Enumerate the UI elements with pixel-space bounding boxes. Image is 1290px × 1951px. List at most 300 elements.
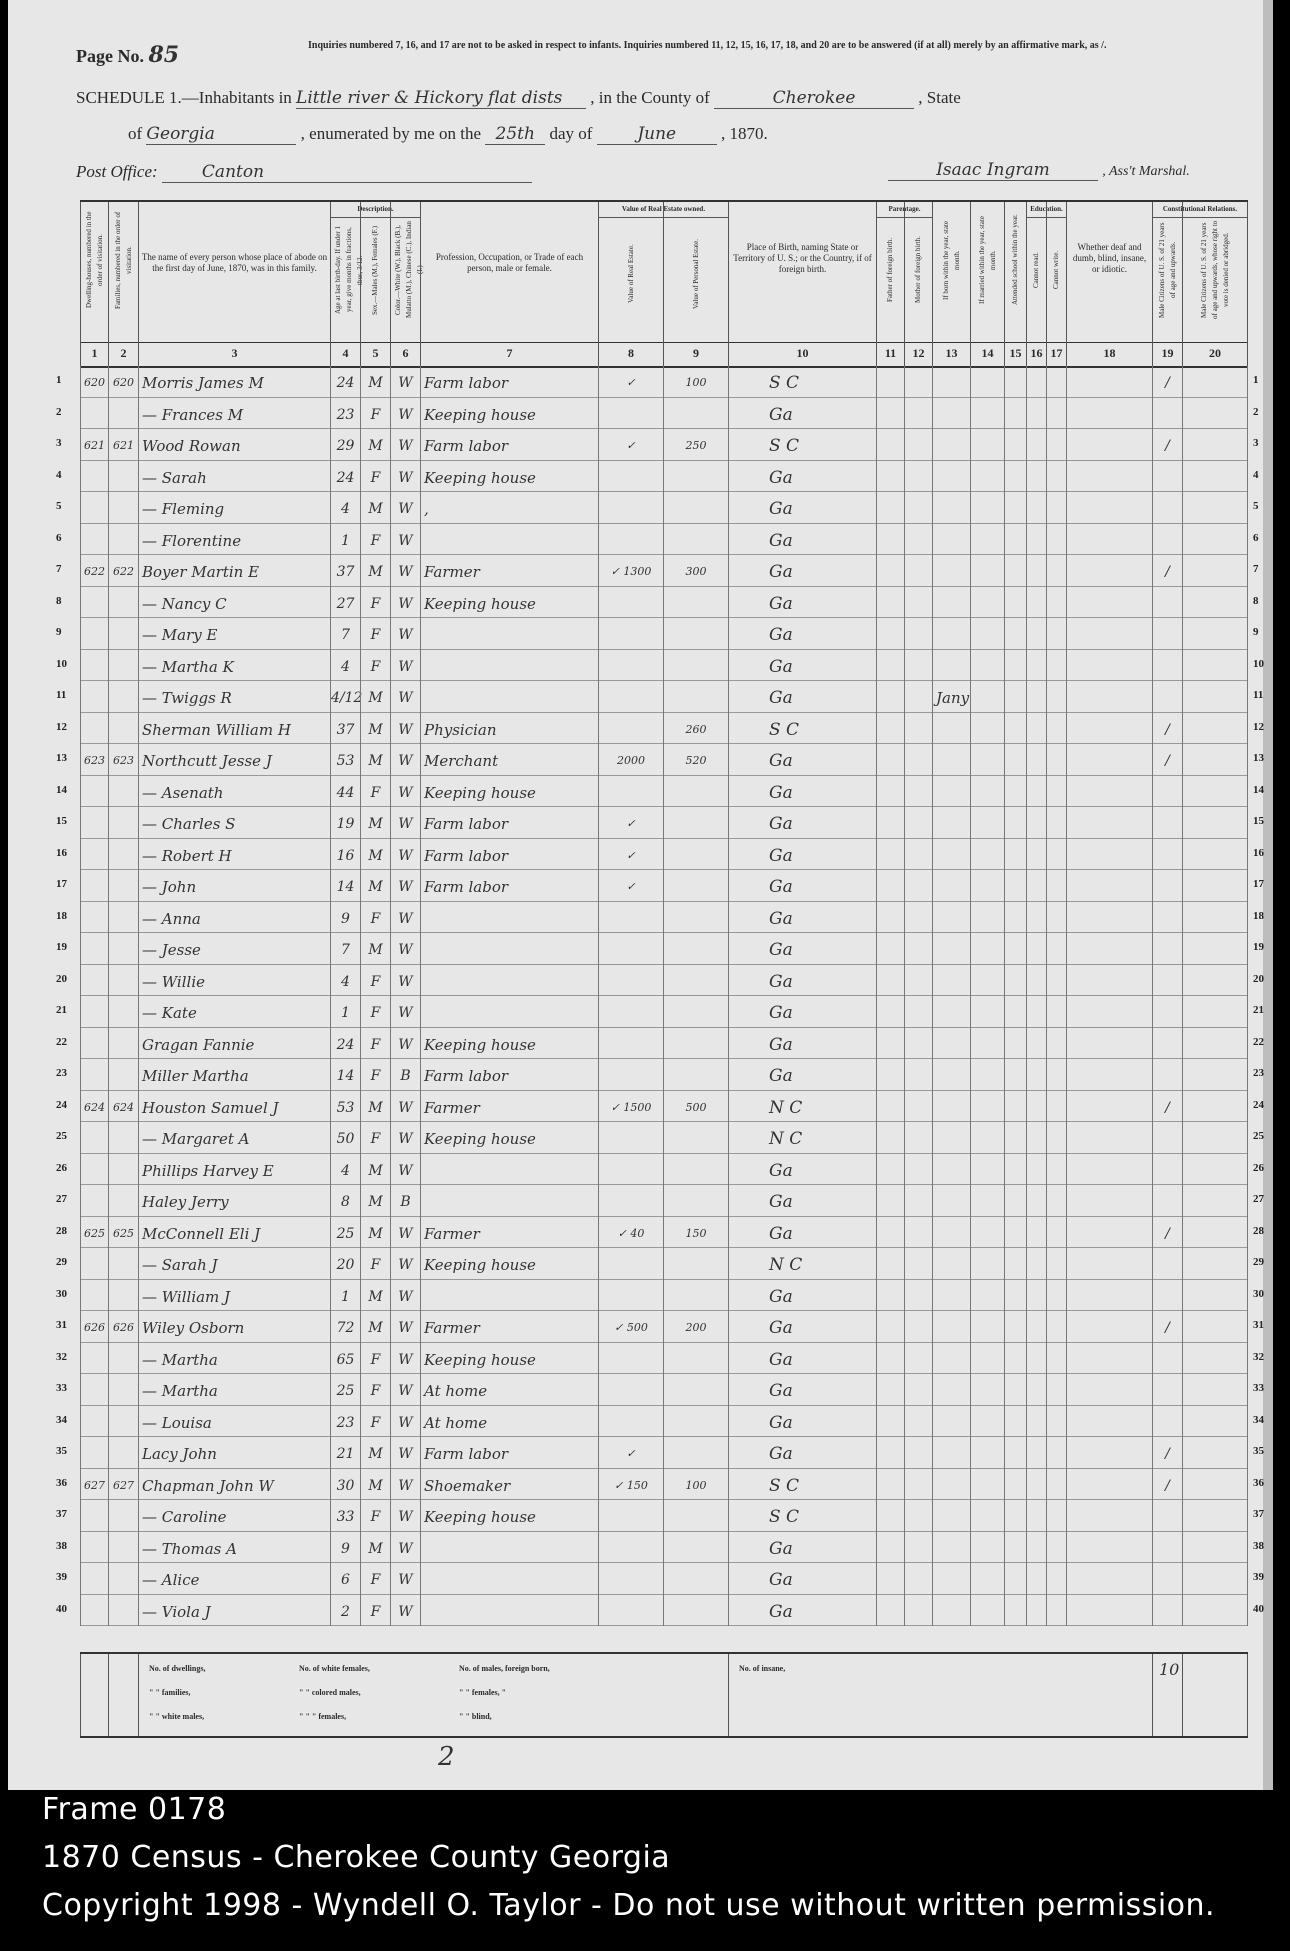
cell-c19 [1152, 461, 1182, 493]
column-number-15: 15 [1004, 340, 1026, 366]
cell-birth: Ga [728, 461, 876, 493]
cell-c17 [1046, 1563, 1066, 1595]
cell-f [108, 713, 138, 745]
census-row [80, 1091, 1248, 1123]
census-row [80, 1217, 1248, 1249]
cell-c12 [904, 933, 932, 965]
cell-name: — Asenath [138, 776, 330, 808]
cell-c13 [932, 1248, 970, 1280]
cell-c14 [970, 492, 1004, 524]
cell-c19: / [1152, 1217, 1182, 1249]
cell-c17 [1046, 807, 1066, 839]
enumerated-label: , enumerated by me on the [300, 124, 481, 143]
cell-c12 [904, 681, 932, 713]
column-number-20: 20 [1182, 340, 1248, 366]
cell-age: 14 [330, 870, 360, 902]
cell-f: 621 [108, 429, 138, 461]
cell-age: 1 [330, 524, 360, 556]
cell-c16 [1026, 681, 1046, 713]
cell-c20 [1182, 839, 1248, 871]
footer-foreign-males: No. of males, foreign born, [459, 1664, 550, 1673]
cell-c19 [1152, 1185, 1182, 1217]
cell-re [598, 587, 663, 619]
cell-d [80, 618, 108, 650]
cell-c13 [932, 587, 970, 619]
census-row [80, 492, 1248, 524]
cell-c16 [1026, 1532, 1046, 1564]
census-row [80, 1563, 1248, 1595]
cell-c17 [1046, 1343, 1066, 1375]
cell-c16 [1026, 713, 1046, 745]
cell-c14 [970, 681, 1004, 713]
cell-c12 [904, 1437, 932, 1469]
line-number-l: 9 [56, 626, 62, 638]
census-row [80, 1500, 1248, 1532]
cell-color: W [390, 965, 420, 997]
cell-c15 [1004, 1122, 1026, 1154]
line-number-r: 14 [1253, 783, 1264, 796]
cell-c20 [1182, 618, 1248, 650]
cell-d [80, 1595, 108, 1627]
census-row [80, 1343, 1248, 1375]
cell-occ: Farm labor [420, 366, 598, 398]
cell-pe [663, 398, 728, 430]
line-number-l: 24 [56, 1098, 67, 1111]
footer-col-19 [1152, 1654, 1182, 1736]
cell-color: W [390, 366, 420, 398]
census-row [80, 839, 1248, 871]
cell-c16 [1026, 398, 1046, 430]
cell-c15 [1004, 618, 1026, 650]
line-number-l: 36 [56, 1476, 67, 1489]
cell-c15 [1004, 366, 1026, 398]
cell-f [108, 902, 138, 934]
cell-f [108, 492, 138, 524]
cell-c16 [1026, 1154, 1046, 1186]
cell-f [108, 870, 138, 902]
cell-c14 [970, 933, 1004, 965]
cell-d: 620 [80, 366, 108, 398]
cell-pe: 520 [663, 744, 728, 776]
line-number-l: 32 [56, 1350, 67, 1363]
cell-c19 [1152, 870, 1182, 902]
cell-c19 [1152, 1122, 1182, 1154]
cell-c19 [1152, 807, 1182, 839]
cell-c13 [932, 1500, 970, 1532]
cell-color: W [390, 1563, 420, 1595]
cell-pe: 260 [663, 713, 728, 745]
cell-pe [663, 1185, 728, 1217]
cell-c17 [1046, 1500, 1066, 1532]
cell-c12 [904, 965, 932, 997]
cell-c11 [876, 933, 904, 965]
cell-name: — Mary E [138, 618, 330, 650]
cell-c13 [932, 1280, 970, 1312]
cell-c12 [904, 1563, 932, 1595]
cell-c16 [1026, 1217, 1046, 1249]
cell-c13 [932, 1469, 970, 1501]
cell-birth: S C [728, 1500, 876, 1532]
cell-c19 [1152, 776, 1182, 808]
cell-c18 [1066, 776, 1152, 808]
line-number-l: 20 [56, 972, 67, 985]
cell-occ: Farm labor [420, 429, 598, 461]
cell-c11 [876, 1343, 904, 1375]
cell-c18 [1066, 398, 1152, 430]
census-row [80, 1532, 1248, 1564]
cell-c14 [970, 870, 1004, 902]
line-number-l: 34 [56, 1413, 67, 1426]
cell-age: 8 [330, 1185, 360, 1217]
cell-c16 [1026, 839, 1046, 871]
cell-c11 [876, 1059, 904, 1091]
cell-c20 [1182, 744, 1248, 776]
cell-c18 [1066, 1437, 1152, 1469]
cell-occ [420, 965, 598, 997]
cell-pe [663, 650, 728, 682]
line-number-l: 29 [56, 1256, 67, 1268]
cell-c14 [970, 965, 1004, 997]
marshal-line [888, 160, 1190, 181]
line-number-r: 4 [1253, 468, 1259, 481]
col-personal-estate-header: Value of Personal Estate. [663, 202, 728, 342]
cell-c19 [1152, 1059, 1182, 1091]
cell-age: 20 [330, 1248, 360, 1280]
cell-c12 [904, 1343, 932, 1375]
cell-d [80, 902, 108, 934]
footer-col-2 [108, 1654, 138, 1736]
cell-c12 [904, 1406, 932, 1438]
cell-c17 [1046, 461, 1066, 493]
cell-c12 [904, 1311, 932, 1343]
cell-f [108, 1154, 138, 1186]
line-number-l: 23 [56, 1067, 67, 1079]
cell-color: W [390, 996, 420, 1028]
cell-age: 4 [330, 650, 360, 682]
cell-birth: Ga [728, 807, 876, 839]
cell-c14 [970, 650, 1004, 682]
census-row [80, 1280, 1248, 1312]
cell-c11 [876, 996, 904, 1028]
cell-age: 9 [330, 902, 360, 934]
cell-d [80, 1500, 108, 1532]
cell-d [80, 1059, 108, 1091]
cell-d [80, 1028, 108, 1060]
cell-sex: M [360, 681, 390, 713]
cell-pe [663, 1154, 728, 1186]
cell-c18 [1066, 1059, 1152, 1091]
footer-white-females: No. of white females, [299, 1664, 370, 1673]
cell-color: W [390, 1248, 420, 1280]
cell-f: 626 [108, 1311, 138, 1343]
cell-age: 30 [330, 1469, 360, 1501]
cell-pe: 200 [663, 1311, 728, 1343]
cell-re: ✓ 500 [598, 1311, 663, 1343]
cell-c16 [1026, 1563, 1046, 1595]
cell-name: Wood Rowan [138, 429, 330, 461]
page-label [76, 42, 179, 68]
cell-pe [663, 933, 728, 965]
cell-c12 [904, 776, 932, 808]
cell-age: 23 [330, 398, 360, 430]
cell-name: Gragan Fannie [138, 1028, 330, 1060]
cell-c15 [1004, 1500, 1026, 1532]
cell-c17 [1046, 1091, 1066, 1123]
cell-c15 [1004, 524, 1026, 556]
cell-c12 [904, 839, 932, 871]
line-number-r: 28 [1253, 1224, 1264, 1237]
cell-birth: Ga [728, 776, 876, 808]
cell-c20 [1182, 776, 1248, 808]
cell-sex: M [360, 713, 390, 745]
cell-occ: Farmer [420, 1217, 598, 1249]
page-label-text: Page No. [76, 46, 144, 66]
cell-age: 44 [330, 776, 360, 808]
cell-c13 [932, 1406, 970, 1438]
cell-c19 [1152, 398, 1182, 430]
cell-name: — Willie [138, 965, 330, 997]
col-school-header: Attended school within the year. [1004, 202, 1026, 342]
cell-sex: M [360, 366, 390, 398]
line-number-r: 40 [1253, 1602, 1264, 1615]
column-number-10: 10 [728, 340, 876, 366]
schedule-label: SCHEDULE 1.—Inhabitants in [76, 88, 292, 107]
cell-c13 [932, 524, 970, 556]
line-number-r: 16 [1253, 846, 1264, 859]
cell-c18 [1066, 1248, 1152, 1280]
line-number-l: 39 [56, 1571, 67, 1583]
cell-c17 [1046, 1217, 1066, 1249]
cell-c14 [970, 776, 1004, 808]
cell-c13 [932, 965, 970, 997]
line-number-r: 18 [1253, 909, 1264, 922]
cell-c11 [876, 681, 904, 713]
cell-d: 624 [80, 1091, 108, 1123]
cell-c18 [1066, 492, 1152, 524]
cell-age: 24 [330, 461, 360, 493]
footer-insane: No. of insane, [739, 1664, 786, 1673]
cell-color: W [390, 902, 420, 934]
cell-age: 25 [330, 1217, 360, 1249]
cell-c12 [904, 1532, 932, 1564]
constitutional-label: Constitutional Relations. [1153, 204, 1247, 218]
cell-occ [420, 524, 598, 556]
cell-sex: F [360, 618, 390, 650]
cell-c19 [1152, 681, 1182, 713]
cell-age: 6 [330, 1563, 360, 1595]
cell-occ [420, 1563, 598, 1595]
cell-c15 [1004, 996, 1026, 1028]
cell-c17 [1046, 618, 1066, 650]
cell-c20 [1182, 996, 1248, 1028]
cell-c11 [876, 555, 904, 587]
cell-c19 [1152, 996, 1182, 1028]
line-number-l: 8 [56, 594, 62, 607]
cell-sex: M [360, 1532, 390, 1564]
line-number-l: 4 [56, 468, 62, 481]
cell-birth: Ga [728, 839, 876, 871]
cell-c17 [1046, 1248, 1066, 1280]
cell-color: W [390, 839, 420, 871]
cell-d [80, 1374, 108, 1406]
cell-pe [663, 1595, 728, 1627]
cell-c16 [1026, 587, 1046, 619]
census-row [80, 1469, 1248, 1501]
cell-c13 [932, 1563, 970, 1595]
cell-c15 [1004, 429, 1026, 461]
state-label: , State [918, 88, 961, 107]
cell-c15 [1004, 870, 1026, 902]
cell-c20 [1182, 398, 1248, 430]
column-number-12: 12 [904, 340, 932, 366]
cell-c14 [970, 1374, 1004, 1406]
cell-birth: Ga [728, 1563, 876, 1595]
cell-occ: Farmer [420, 1091, 598, 1123]
cell-d [80, 965, 108, 997]
cell-sex: M [360, 1437, 390, 1469]
cell-c19 [1152, 1374, 1182, 1406]
cell-pe [663, 1406, 728, 1438]
cell-c16 [1026, 366, 1046, 398]
cell-re [598, 902, 663, 934]
cell-c14 [970, 1185, 1004, 1217]
footer-col-20 [1182, 1654, 1248, 1736]
cell-color: W [390, 618, 420, 650]
cell-sex: M [360, 1311, 390, 1343]
cell-c13 [932, 839, 970, 871]
cell-age: 4 [330, 965, 360, 997]
cell-f [108, 1595, 138, 1627]
cell-occ: Keeping house [420, 1122, 598, 1154]
cell-birth: Ga [728, 1185, 876, 1217]
cell-color: W [390, 933, 420, 965]
cell-c13 [932, 1028, 970, 1060]
cell-c18 [1066, 1532, 1152, 1564]
cell-c20 [1182, 1091, 1248, 1123]
line-number-l: 19 [56, 941, 67, 953]
cell-c18 [1066, 1343, 1152, 1375]
cell-re: ✓ [598, 807, 663, 839]
cell-re [598, 1532, 663, 1564]
cell-pe [663, 1437, 728, 1469]
cell-occ: Keeping house [420, 1028, 598, 1060]
cell-c18 [1066, 839, 1152, 871]
cell-occ: Farmer [420, 1311, 598, 1343]
cell-birth: Ga [728, 1311, 876, 1343]
cell-color: W [390, 1311, 420, 1343]
column-number-5: 5 [360, 340, 390, 366]
cell-sex: F [360, 1406, 390, 1438]
cell-c11 [876, 1595, 904, 1627]
cell-sex: M [360, 839, 390, 871]
cell-c20 [1182, 1028, 1248, 1060]
cell-name: Houston Samuel J [138, 1091, 330, 1123]
cell-sex: M [360, 933, 390, 965]
page-number: 85 [148, 42, 180, 68]
cell-re [598, 1028, 663, 1060]
cell-c12 [904, 366, 932, 398]
cell-age: 2 [330, 1595, 360, 1627]
line-number-l: 1 [56, 374, 62, 386]
cell-age: 33 [330, 1500, 360, 1532]
cell-pe [663, 587, 728, 619]
census-row [80, 902, 1248, 934]
cell-d [80, 1343, 108, 1375]
cell-c15 [1004, 650, 1026, 682]
county-label: , in the County of [590, 88, 710, 107]
cell-birth: Ga [728, 1217, 876, 1249]
cell-c13 [932, 366, 970, 398]
cell-c12 [904, 1217, 932, 1249]
cell-c14 [970, 744, 1004, 776]
cell-occ: Keeping house [420, 1343, 598, 1375]
cell-c19 [1152, 902, 1182, 934]
cell-c16 [1026, 1469, 1046, 1501]
cell-occ: Farm labor [420, 1059, 598, 1091]
cell-c11 [876, 1406, 904, 1438]
cell-name: Northcutt Jesse J [138, 744, 330, 776]
cell-c16 [1026, 650, 1046, 682]
cell-f [108, 933, 138, 965]
cell-birth: Ga [728, 1406, 876, 1438]
cell-name: — Nancy C [138, 587, 330, 619]
cell-d [80, 492, 108, 524]
cell-c12 [904, 650, 932, 682]
line-number-r: 24 [1253, 1098, 1264, 1111]
cell-f: 623 [108, 744, 138, 776]
cell-name: McConnell Eli J [138, 1217, 330, 1249]
cell-c14 [970, 1532, 1004, 1564]
cell-c13 [932, 492, 970, 524]
line-number-r: 26 [1253, 1161, 1264, 1174]
cell-f: 624 [108, 1091, 138, 1123]
cell-color: W [390, 1122, 420, 1154]
cell-occ [420, 933, 598, 965]
description-label: Description. [331, 204, 420, 218]
column-number-row [80, 340, 1248, 368]
cell-c14 [970, 1343, 1004, 1375]
cell-name: Wiley Osborn [138, 1311, 330, 1343]
cell-birth: Ga [728, 398, 876, 430]
cell-c15 [1004, 713, 1026, 745]
cell-f [108, 618, 138, 650]
cell-c19: / [1152, 713, 1182, 745]
cell-c11 [876, 461, 904, 493]
cell-c14 [970, 1311, 1004, 1343]
cell-c11 [876, 1154, 904, 1186]
cell-c19 [1152, 1563, 1182, 1595]
cell-c17 [1046, 1028, 1066, 1060]
cell-sex: F [360, 965, 390, 997]
cell-re [598, 650, 663, 682]
cell-c17 [1046, 870, 1066, 902]
cell-c15 [1004, 776, 1026, 808]
cell-c15 [1004, 681, 1026, 713]
cell-c20 [1182, 555, 1248, 587]
cell-c14 [970, 1563, 1004, 1595]
cell-c12 [904, 398, 932, 430]
cell-name: — Margaret A [138, 1122, 330, 1154]
cell-d [80, 870, 108, 902]
cell-c16 [1026, 1343, 1046, 1375]
cell-d [80, 807, 108, 839]
cell-c16 [1026, 1374, 1046, 1406]
cell-c18 [1066, 713, 1152, 745]
cell-color: W [390, 713, 420, 745]
cell-c13 [932, 902, 970, 934]
cell-d [80, 1532, 108, 1564]
cell-c17 [1046, 1532, 1066, 1564]
